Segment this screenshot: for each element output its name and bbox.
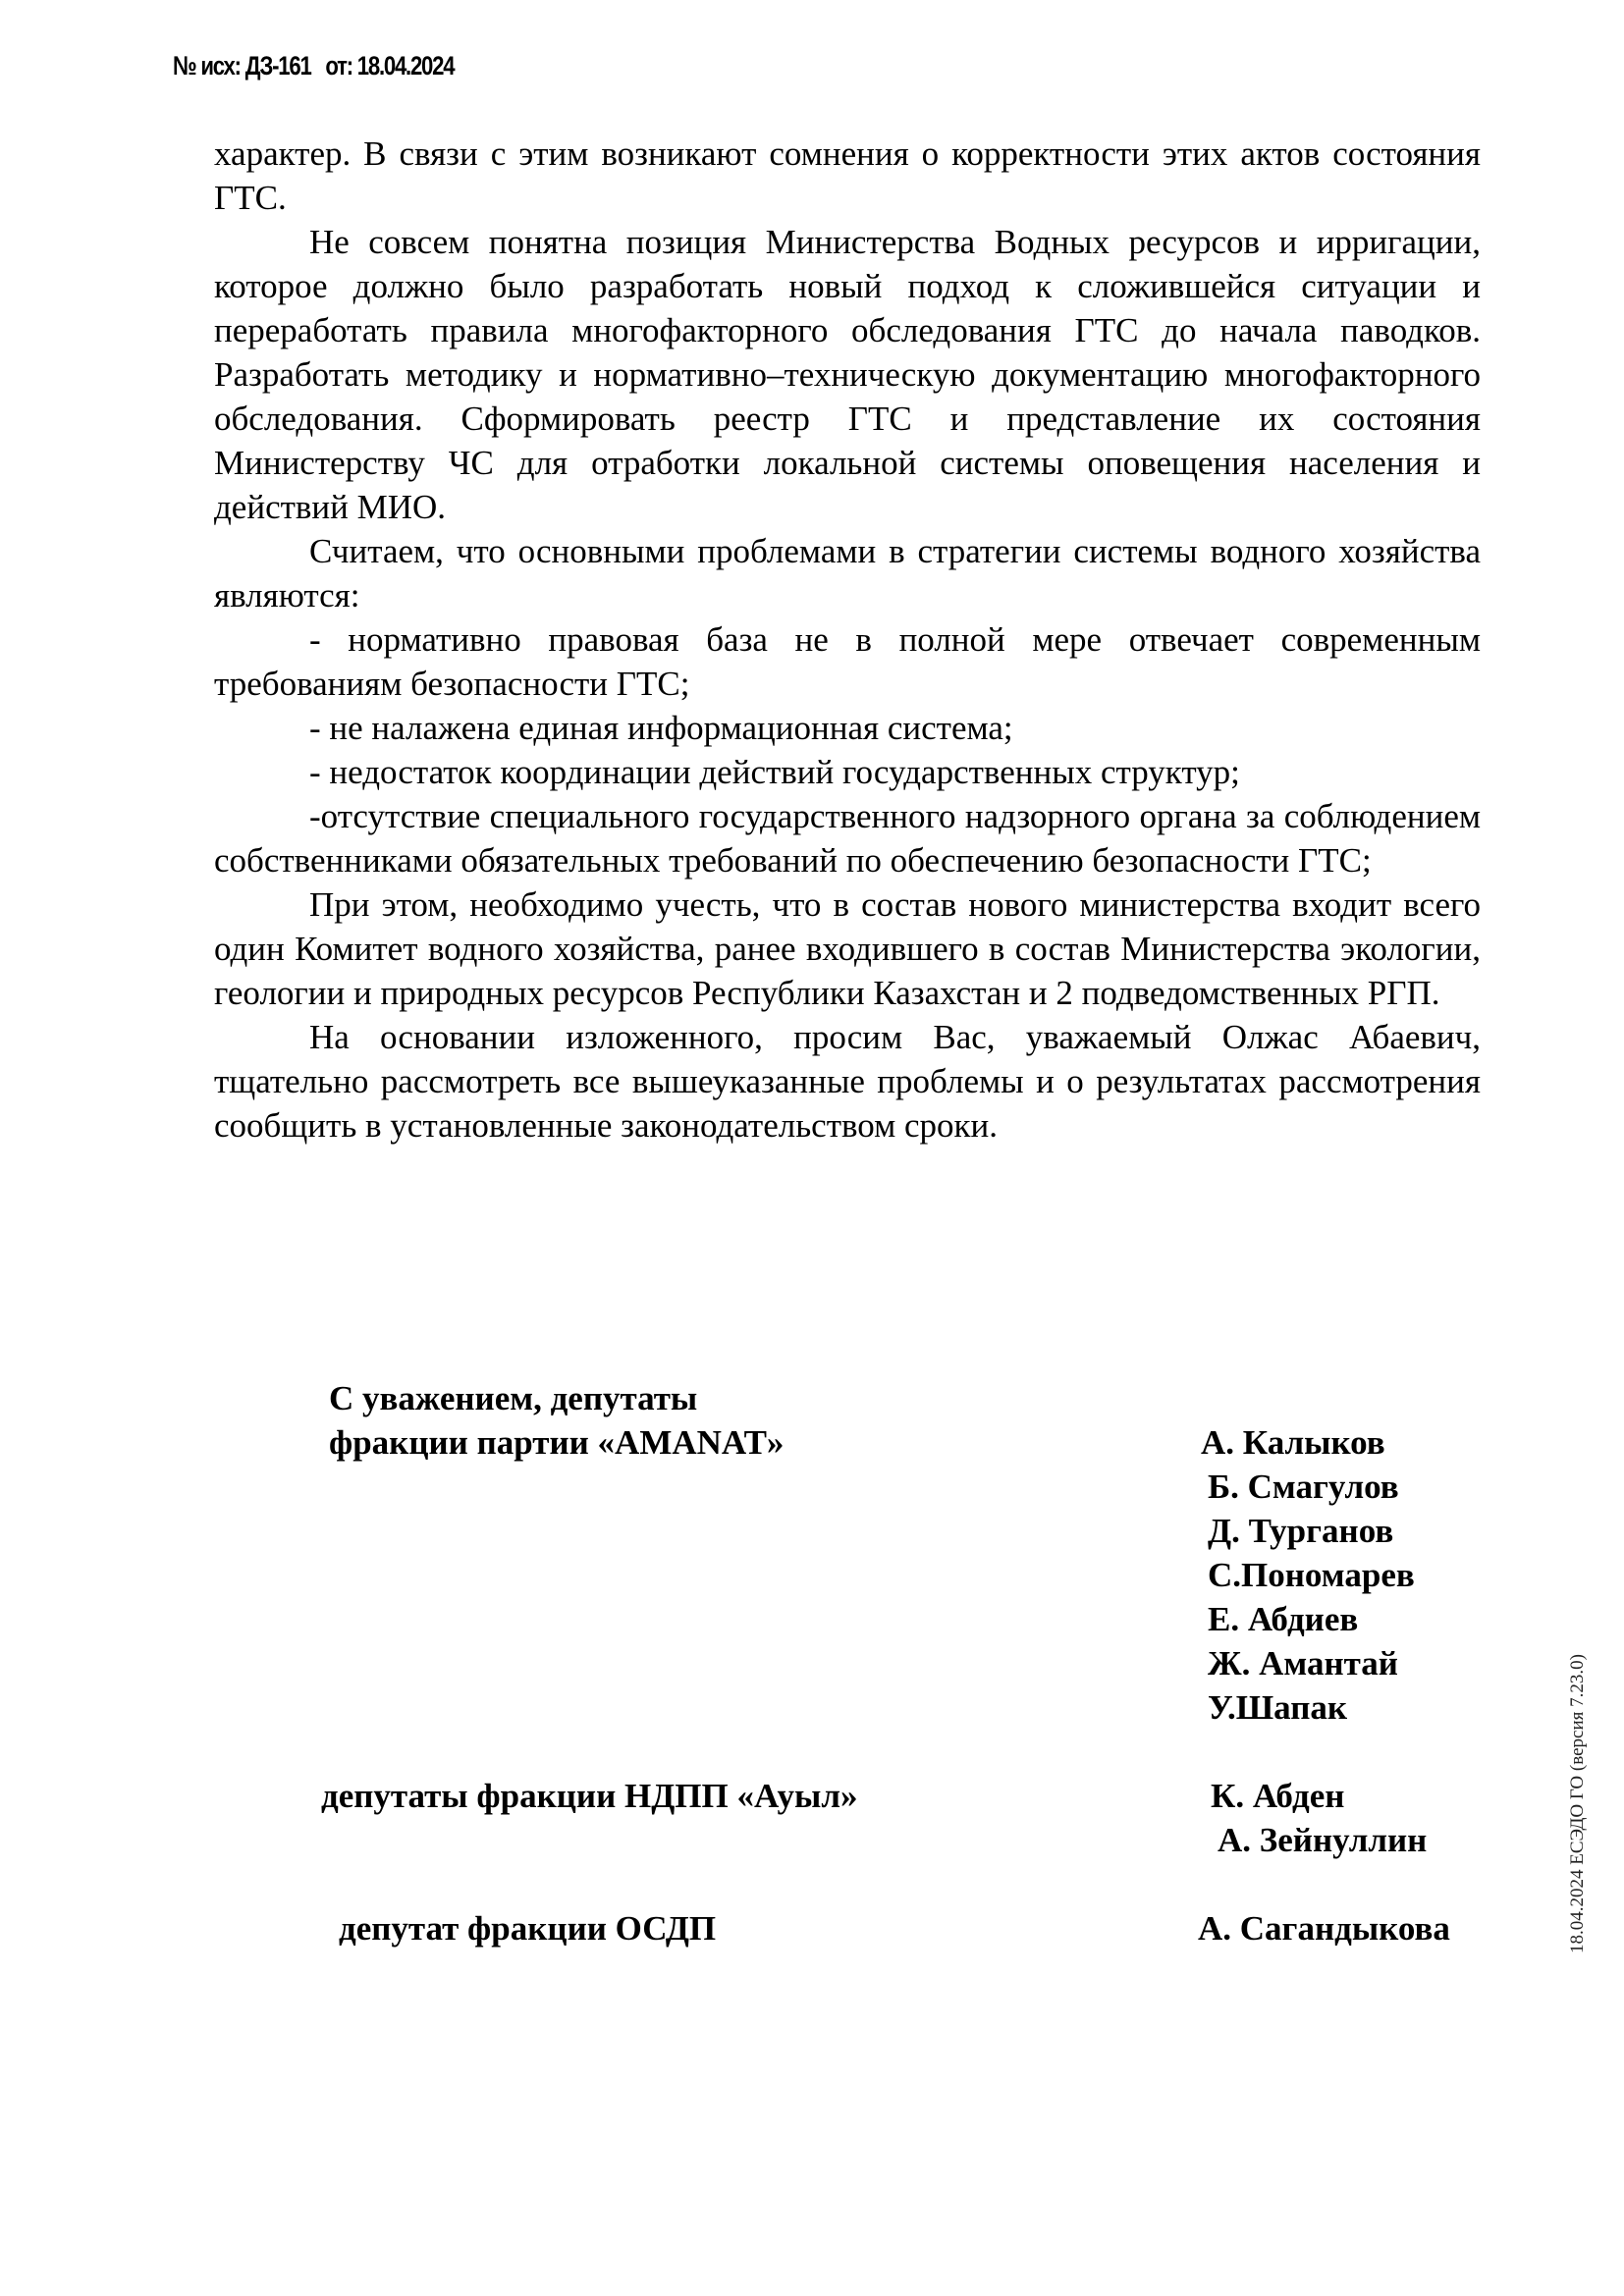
registration-stamp: 18.04.2024 ЕСЭДО ГО (версия 7.23.0) — [1567, 1654, 1588, 1953]
date-label: от: — [325, 51, 352, 80]
paragraph: характер. В связи с этим возникают сомнения о корректности этих актов состояния ГТС. — [214, 134, 1481, 217]
signatory-name: Д. Турганов — [1208, 1512, 1394, 1550]
list-item: -отсутствие специального государственного надзорного органа за соблюдением собственниками обязательных требований по обеспечению безопасности ГТС; — [214, 797, 1481, 880]
list-item: - нормативно правовая база не в полной мере отвечает современным требованиям безопасности ГТС; — [214, 620, 1481, 703]
letter-body — [214, 132, 1481, 1148]
signatory-name: А. Сагандыкова — [1198, 1909, 1450, 1948]
signatory-name: У.Шапак — [1208, 1688, 1348, 1727]
signatory-name: Б. Смагулов — [1208, 1468, 1399, 1506]
list-item: - не налажена единая информационная система; — [309, 709, 1013, 747]
outgoing-reference — [173, 51, 454, 81]
amanat-closing: С уважением, депутаты — [329, 1379, 698, 1417]
ref-label: № исх: — [173, 51, 241, 80]
osdp-faction: депутат фракции ОСДП — [339, 1909, 717, 1948]
paragraph: Считаем, что основными проблемами в стратегии системы водного хозяйства являются: — [214, 532, 1481, 614]
signatory-name: Ж. Амантай — [1208, 1644, 1398, 1682]
signatory-name: А. Зейнуллин — [1218, 1821, 1428, 1859]
paragraph: При этом, необходимо учесть, что в состав нового министерства входит всего один Комитет водного хозяйства, ранее входившего в состав Министерства экологии, геологии и природных ресурсов Республики Казахстан и 2 подведомственных РГП. — [214, 885, 1481, 1012]
paragraph: На основании изложенного, просим Вас, уважаемый Олжас Абаевич, тщательно рассмотреть все вышеуказанные проблемы и о результатах рассмотрения сообщить в установленные законодательством сроки. — [214, 1018, 1481, 1145]
signatory-name: А. Калыков — [1201, 1423, 1385, 1462]
ref-date: 18.04.2024 — [356, 51, 455, 80]
signatory-name: К. Абден — [1211, 1777, 1345, 1815]
ref-number: ДЗ-161 — [244, 51, 311, 80]
list-item: - недостаток координации действий государственных структур; — [309, 753, 1240, 791]
auyl-faction: депутаты фракции НДПП «Ауыл» — [321, 1777, 858, 1815]
paragraph: Не совсем понятна позиция Министерства Водных ресурсов и ирригации, которое должно было разработать новый подход к сложившейся ситуации и переработать правила многофакторного обследования ГТС до начала паводков. Разработать методику и нормативно–техническую документацию многофакторного обследования. Сформировать реестр ГТС и представление их состояния Министерству ЧС для отработки локальной системы оповещения населения и действий МИО. — [214, 223, 1481, 526]
signatory-name: Е. Абдиев — [1208, 1600, 1359, 1638]
amanat-faction: фракции партии «AMANAT» — [329, 1423, 785, 1462]
signatory-name: С.Пономарев — [1208, 1556, 1415, 1594]
